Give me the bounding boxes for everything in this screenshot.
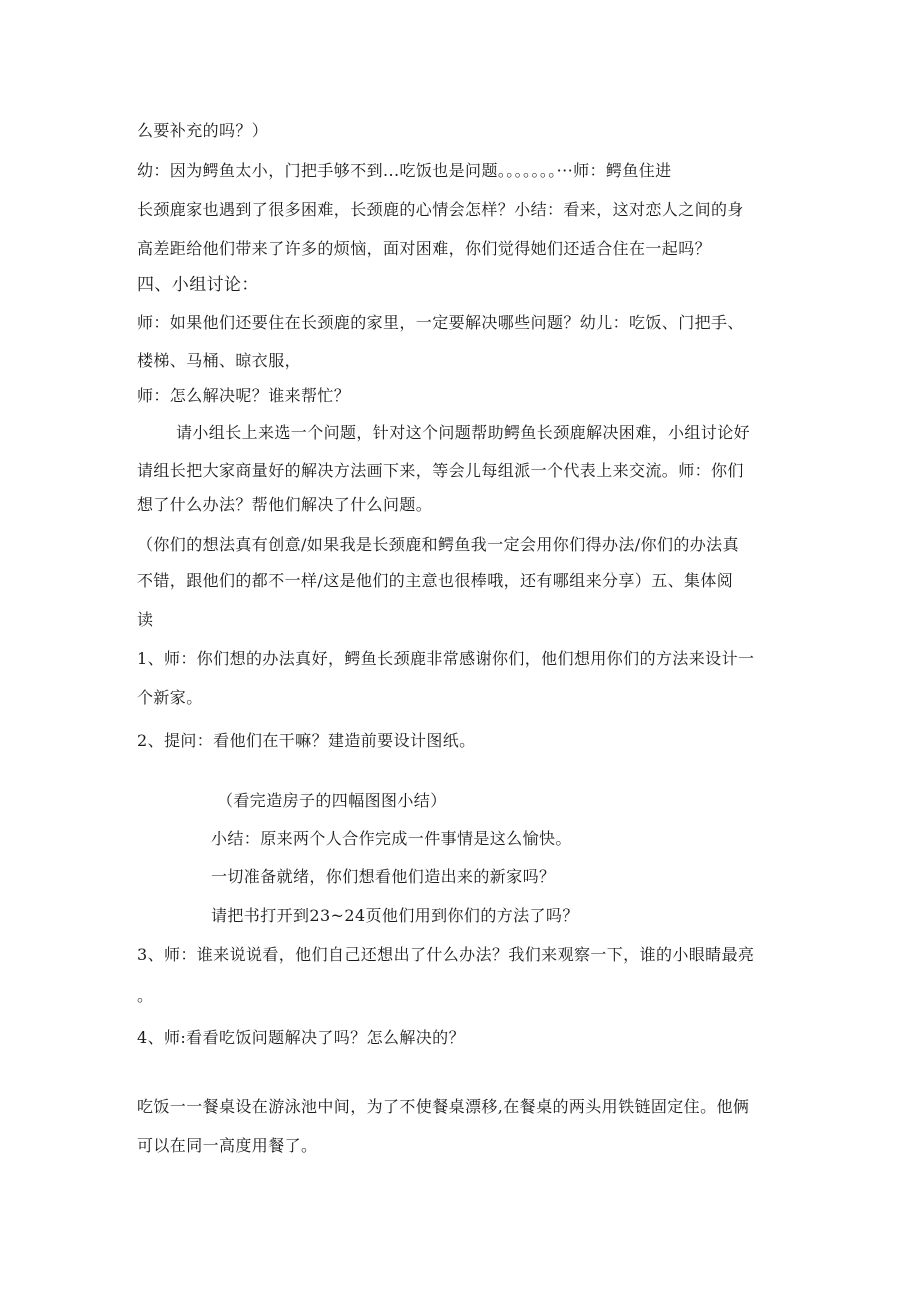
- text-line: 可以在同一高度用餐了。: [137, 1136, 318, 1155]
- text-line: 师：如果他们还要住在长颈鹿的家里，一定要解决哪些问题？幼儿：吃饭、门把手、: [137, 313, 744, 332]
- text-line: 不错，跟他们的都不一样/这是他们的主意也很棒哦，还有哪组来分享）五、集体阅: [137, 571, 734, 590]
- text-line: 请组长把大家商量好的解决方法画下来，等会儿每组派一个代表上来交流。师：你们: [137, 461, 744, 480]
- text-line: 请把书打开到23~24页他们用到你们的方法了吗？: [211, 906, 579, 925]
- text-line: （看完造房子的四幅图图小结）: [217, 791, 447, 810]
- text-line: 3、师：谁来说说看，他们自己还想出了什么办法？我们来观察一下，谁的小眼睛最亮: [137, 945, 755, 964]
- text-line: 一切准备就绪，你们想看他们造出来的新家吗？: [211, 867, 556, 886]
- text-line: 读: [137, 610, 154, 629]
- text-line: 吃饭一一餐桌设在游泳池中间，为了不使餐桌漂移,在餐桌的两头用铁链固定住。他俩: [137, 1097, 750, 1116]
- text-line: 4、师:看看吃饭问题解决了吗？怎么解决的？: [137, 1028, 465, 1047]
- text-line: 2、提问：看他们在干嘛？建造前要设计图纸。: [137, 731, 476, 750]
- text-line: 1、师：你们想的办法真好，鳄鱼长颈鹿非常感谢你们，他们想用你们的方法来设计一: [137, 649, 755, 668]
- text-line: 想了什么办法？帮他们解决了什么问题。: [137, 495, 433, 514]
- text-line: 请小组长上来选一个问题，针对这个问题帮助鳄鱼长颈鹿解决困难，小组讨论好: [176, 423, 751, 442]
- text-line: 么要补充的吗？）: [137, 121, 269, 140]
- text-line: 。: [137, 986, 154, 1005]
- text-line: 长颈鹿家也遇到了很多困难，长颈鹿的心情会怎样？小结：看来，这对恋人之间的身: [137, 200, 744, 219]
- text-line: 个新家。: [137, 688, 203, 707]
- text-line: 小结：原来两个人合作完成一件事情是这么愉快。: [211, 829, 572, 848]
- text-line: 楼梯、马桶、晾衣服，: [137, 351, 302, 370]
- text-line: 师：怎么解决呢？谁来帮忙？: [137, 386, 351, 405]
- text-line: 幼：因为鳄鱼太小，门把手够不到...吃饭也是问题。。。。。。。···师：鳄鱼住进: [137, 161, 672, 180]
- text-line: 高差距给他们带来了许多的烦恼，面对困难，你们觉得她们还适合住在一起吗？: [137, 239, 712, 258]
- text-line: （你们的想法真有创意/如果我是长颈鹿和鳄鱼我一定会用你们得办法/你们的办法真: [137, 535, 739, 554]
- section-heading: 四、小组讨论：: [137, 275, 259, 295]
